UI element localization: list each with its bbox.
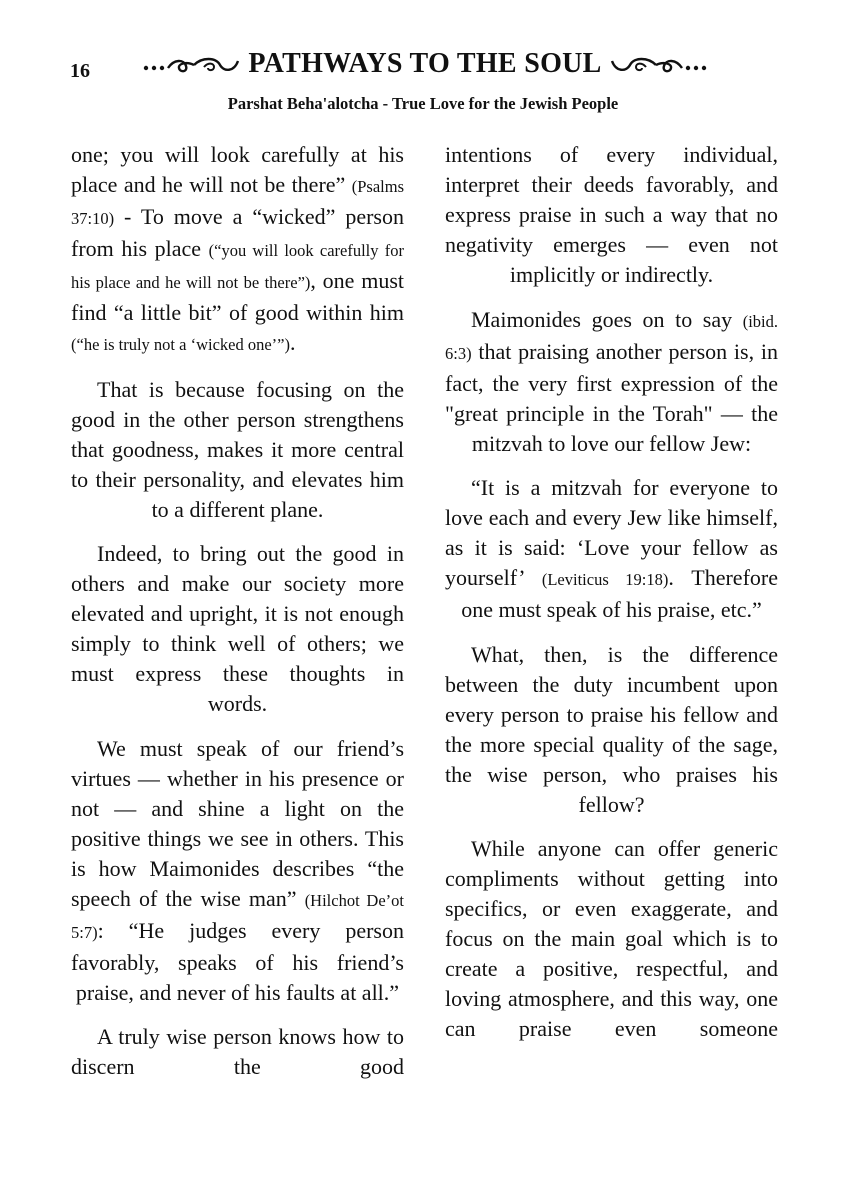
- left-paragraph-4: [71, 734, 404, 1008]
- text-run: .: [290, 330, 296, 355]
- left-ornament-icon: [142, 53, 242, 75]
- left-column: [71, 140, 404, 1097]
- citation: (“you will look carefully for his place and he will not be there”): [71, 241, 404, 292]
- citation: (Psalms 37:10): [71, 177, 404, 228]
- left-paragraph-5: A truly wise person knows how to discern the good: [71, 1024, 404, 1079]
- text-run: , one must find “a little bit” of good within him: [71, 268, 404, 325]
- left-paragraph-1: [71, 140, 404, 360]
- left-paragraph-3: Indeed, to bring out the good in others and make our society more elevated and upright, it is not enough simply to think well of others; we must express these thoughts in words.: [71, 541, 404, 716]
- text-run: We must speak of our friend’s virtues — whether in his presence or not — and shine a light on the positive things we see in others. This is how Maimonides describes “the speech of the wise man”: [71, 735, 404, 911]
- text-run: one; you will look carefully at his place and he will not be there”: [71, 142, 404, 197]
- left-paragraph-2: That is because focusing on the good in the other person strengthens that goodness, makes it more central to their personality, and elevates him to a different plane.: [71, 376, 404, 522]
- right-ornament-icon: [608, 53, 708, 75]
- header-title: PATHWAYS TO THE SOUL: [248, 48, 602, 79]
- citation: (Hilchot De’ot 5:7): [71, 890, 404, 942]
- right-paragraph-5: While anyone can offer generic compliments without getting into specifics, or even exaggerate, and focus on the main goal which is to create a positive, respectful, and loving atmosphere, and this way, one can praise even someone: [445, 836, 778, 1041]
- running-header: [130, 48, 720, 80]
- page-number: 16: [70, 60, 90, 82]
- text-run: “It is a mitzvah for everyone to love each and every Jew like himself, as it is said: ‘Love your fellow as yourself’: [445, 475, 778, 590]
- text-run: . Therefore one must speak of his praise, etc.”: [461, 565, 778, 622]
- right-paragraph-1: intentions of every individual, interpret their deeds favorably, and express praise in such a way that no negativity emerges — even not implicitly or indirectly.: [445, 142, 778, 287]
- right-paragraph-2: [445, 305, 778, 459]
- chapter-subtitle: Parshat Beha'alotcha - True Love for the Jewish People: [227, 94, 619, 113]
- text-run: Maimonides goes on to say: [471, 306, 743, 332]
- right-column: [445, 140, 778, 1059]
- citation: (ibid. 6:3): [445, 311, 778, 363]
- citation: (“he is truly not a ‘wicked one’”): [71, 335, 290, 354]
- right-paragraph-3: [445, 473, 778, 625]
- citation: (Leviticus 19:18): [541, 570, 669, 589]
- right-paragraph-4: What, then, is the difference between the duty incumbent upon every person to praise his fellow and the more special quality of the sage, the wise person, who praises his fellow?: [445, 641, 778, 817]
- text-run: that praising another person is, in fact, the very first expression of the "great principle in the Torah" — the mitzvah to love our fellow Jew:: [445, 338, 778, 456]
- text-run: - To move a “wicked” person from his place: [71, 204, 404, 261]
- text-run: : “He judges every person favorably, speaks of his friend’s praise, and never of his faults at all.”: [71, 917, 404, 1005]
